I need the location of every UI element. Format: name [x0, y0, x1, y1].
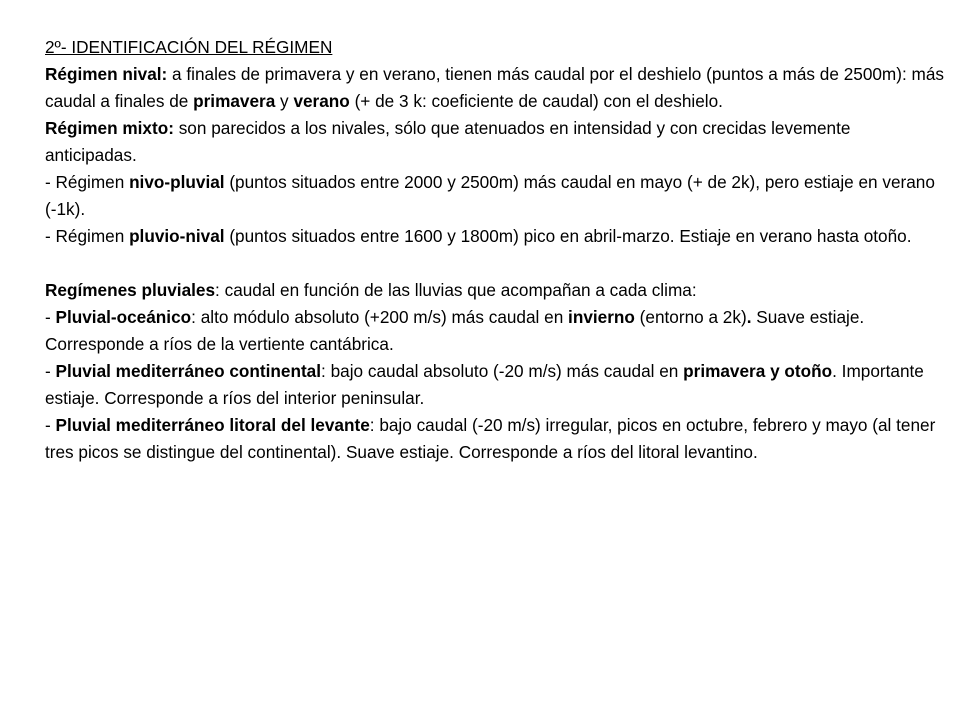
pluvial-oceanico-prefix: - — [45, 307, 56, 327]
pluvio-nival-label: pluvio-nival — [129, 226, 225, 246]
pluvial-levante-prefix: - — [45, 415, 56, 435]
pluvial-oceanico-dot: . — [746, 307, 752, 327]
regimen-mixto-text: son parecidos a los nivales, sólo que atenuados en intensidad y con crecidas levemente anticipadas. — [45, 118, 851, 165]
regimen-nival-text-3: (+ de 3 k: coeficiente de caudal) con el deshielo. — [349, 91, 723, 111]
nivo-pluvial-label: nivo-pluvial — [129, 172, 225, 192]
regimen-mixto-label: Régimen mixto: — [45, 118, 174, 138]
pluvial-continental-paragraph — [45, 358, 945, 412]
nivo-pluvial-prefix: - Régimen — [45, 172, 130, 192]
regimen-nivo-pluvial-paragraph — [45, 169, 945, 223]
pluvial-oceanico-text-2: (entorno a 2k) — [634, 307, 747, 327]
pluvial-oceanico-label: Pluvial-oceánico — [55, 307, 192, 327]
regimen-nival-paragraph — [45, 61, 945, 115]
pluvial-continental-text-1: : bajo caudal absoluto (-20 m/s) más caudal en — [321, 361, 684, 381]
pluvial-continental-text-2: . Importante estiaje. Corresponde a ríos del interior peninsular. — [45, 361, 924, 408]
pluvio-nival-text: (puntos situados entre 1600 y 1800m) pico en abril-marzo. Estiaje en verano hasta otoño. — [224, 226, 912, 246]
regimenes-pluviales-text: : caudal en función de las lluvias que acompañan a cada clima: — [215, 280, 697, 300]
slide-body — [45, 34, 945, 466]
pluvial-continental-seasons: primavera y otoño — [683, 361, 833, 381]
pluvial-levante-label: Pluvial mediterráneo litoral del levante — [55, 415, 370, 435]
regimen-pluvio-nival-paragraph — [45, 223, 945, 250]
regimen-mixto-paragraph — [45, 115, 945, 169]
pluvial-continental-prefix: - — [45, 361, 56, 381]
pluvial-oceanico-paragraph — [45, 304, 945, 358]
pluvio-nival-prefix: - Régimen — [45, 226, 130, 246]
regimen-nival-primavera: primavera — [193, 91, 276, 111]
pluvial-continental-label: Pluvial mediterráneo continental — [55, 361, 322, 381]
pluvial-oceanico-text-3: Suave estiaje. Corresponde a ríos de la vertiente cantábrica. — [45, 307, 865, 354]
regimen-nival-text-1: a finales de primavera y en verano, tienen más caudal por el deshielo (puntos a más de 2500m): más caudal a finales de — [45, 64, 944, 111]
pluvial-oceanico-text-1: : alto módulo absoluto (+200 m/s) más caudal en — [191, 307, 569, 327]
paragraph-spacer — [45, 250, 945, 277]
regimenes-pluviales-label: Regímenes pluviales — [45, 280, 216, 300]
regimen-nival-text-2: y — [275, 91, 294, 111]
regimen-nival-verano: verano — [293, 91, 350, 111]
section-title: 2º- IDENTIFICACIÓN DEL RÉGIMEN — [45, 37, 333, 57]
pluvial-oceanico-invierno: invierno — [568, 307, 635, 327]
regimen-nival-label: Régimen nival: — [45, 64, 168, 84]
pluvial-levante-paragraph — [45, 412, 945, 466]
pluvial-levante-text: : bajo caudal (-20 m/s) irregular, picos en octubre, febrero y mayo (al tener tres picos se distingue del continental). Suave estiaje. Corresponde a ríos del litoral levantino. — [45, 415, 936, 462]
nivo-pluvial-text: (puntos situados entre 2000 y 2500m) más caudal en mayo (+ de 2k), pero estiaje en verano (-1k). — [45, 172, 935, 219]
regimenes-pluviales-paragraph — [45, 277, 945, 304]
